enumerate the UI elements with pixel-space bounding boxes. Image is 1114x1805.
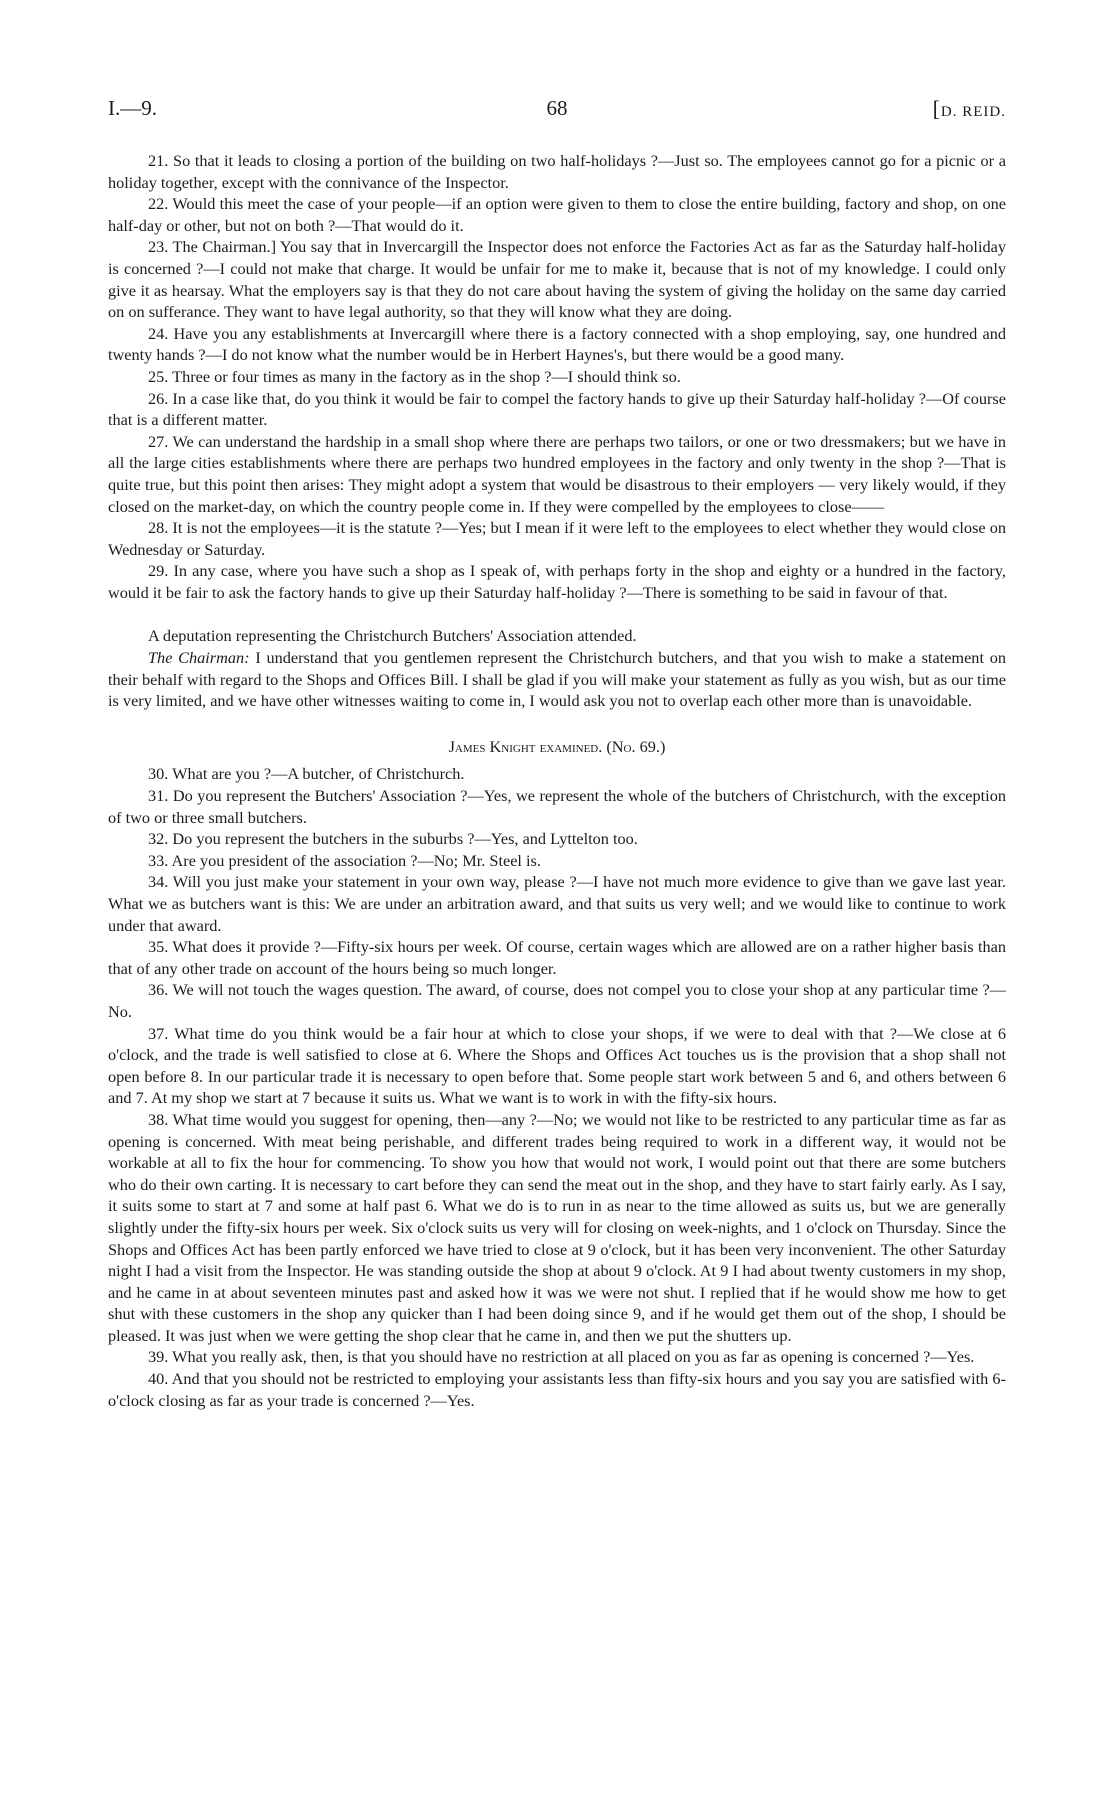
page-number: 68	[546, 96, 568, 120]
paragraph-23: 23. The Chairman.] You say that in Invercargill the Inspector does not enforce the Factories Act as far as the Saturday half-holiday is concerned ?—I could not make that charge. It would be unfair for me to make it, because that is not of my knowledge. I could only give it as hearsay. What the employers say is that they do not care about having the system of giving the holiday on the same day carried on on sufferance. They want to have legal authority, so that they will know what they are doing.	[108, 237, 1006, 322]
chairman-statement	[108, 647, 1006, 712]
paragraph-39: 39. What you really ask, then, is that you should have no restriction at all placed on you as far as opening is concerned ?—Yes.	[148, 1347, 975, 1367]
deputation-note: A deputation representing the Christchurch Butchers' Association attended.	[148, 626, 637, 646]
paragraph-22: 22. Would this meet the case of your people—if an option were given to them to close the entire building, factory and shop, on one half-day or other, but not on both ?—That would do it.	[108, 194, 1006, 235]
paragraph-29: 29. In any case, where you have such a shop as I speak of, with perhaps forty in the shop and eighty or a hundred in the factory, would it be fair to ask the factory hands to give up their Saturday half-holiday ?—There is something to be said in favour of that.	[108, 561, 1006, 602]
paragraph-32: 32. Do you represent the butchers in the suburbs ?—Yes, and Lyttelton too.	[148, 829, 638, 849]
paragraph-37: 37. What time do you think would be a fair hour at which to close your shops, if we were to deal with that ?—We close at 6 o'clock, and the trade is well satisfied to close at 6. Where the Shops and Offices Act touches us is the provision that a shop shall not open before 8. In our particular trade it is necessary to open before that. Some people start work between 5 and 6, and others between 6 and 7. At my shop we start at 7 because it suits us. What we want is to work in with the fifty-six hours.	[108, 1023, 1006, 1108]
paragraph-27: 27. We can understand the hardship in a small shop where there are perhaps two tailors, or one or two dressmakers; but we have in all the large cities establishments where there are perhaps two hundred employees in the factory and only twenty in the shop ?—That is quite true, but this point then arises: They might adopt a system that would be disastrous to their employers — very likely would, if they closed on the market-day, on which the country people come in. If they were compelled by the employees to close——	[108, 431, 1006, 516]
paragraph-28: 28. It is not the employees—it is the statute ?—Yes; but I mean if it were left to the employees to elect whether they would close on Wednesday or Saturday.	[108, 518, 1006, 559]
paragraph-36: 36. We will not touch the wages question. The award, of course, does not compel you to close your shop at any particular time ?—No.	[108, 980, 1006, 1021]
paragraph-40: 40. And that you should not be restricted to employing your assistants less than fifty-six hours and you say you are satisfied with 6-o'clock closing as far as your trade is concerned ?—Yes.	[108, 1369, 1006, 1410]
paragraph-24: 24. Have you any establishments at Invercargill where there is a factory connected with a shop employing, say, one hundred and twenty hands ?—I do not know what the number would be in Herbert Haynes's, but there would be a good many.	[108, 323, 1006, 365]
paragraph-30: 30. What are you ?—A butcher, of Christchurch.	[148, 764, 465, 784]
paragraph-31: 31. Do you represent the Butchers' Association ?—Yes, we represent the whole of the butchers of Christchurch, with the exception of two or three small butchers.	[108, 786, 1006, 827]
page-header	[108, 96, 1006, 130]
witness-heading: James Knight examined. (No. 69.)	[448, 736, 666, 756]
testimony-section-2	[108, 763, 1006, 1411]
testimony-section-1	[108, 150, 1006, 603]
document-page	[108, 96, 1006, 1411]
chairman-statement-text: I understand that you gentlemen represent the Christchurch butchers, and that you wish to make a statement on their behalf with regard to the Shops and Offices Bill. I shall be glad if you will make your statement as fully as you wish, but as our time is very limited, and we have other witnesses waiting to come in, I would ask you not to overlap each other more than is unavoidable.	[108, 648, 1006, 711]
paragraph-35: 35. What does it provide ?—Fifty-six hours per week. Of course, certain wages which are allowed are on a rather higher basis than that of any other trade on account of the hours being so much longer.	[108, 937, 1006, 978]
chairman-label: The Chairman:	[148, 648, 250, 668]
paragraph-21: 21. So that it leads to closing a portion of the building on two half-holidays ?—Just so. The employees cannot go for a picnic or a holiday together, except with the connivance of the Inspector.	[108, 151, 1006, 192]
report-reference: I.—9.	[108, 96, 157, 120]
witness-name: [D. REID.	[932, 96, 1006, 121]
paragraph-38: 38. What time would you suggest for opening, then—any ?—No; we would not like to be restricted to any particular time as far as opening is concerned. With meat being perishable, and different trades being required to work in a different way, it would not be workable at all to fix the hour for commencing. To show you how that would not work, I would point out that there are some butchers who do their own carting. It is necessary to cart before they can send the meat out in the shop, and they have to start fairly early. As I say, it suits some to start at 7 and some at half past 6. What we do is to run in as near to the time allowed as suits us, but we are generally slightly under the fifty-six hours per week. Six o'clock suits us very will for closing on week-nights, and 1 o'clock on Thursday. Since the Shops and Offices Act has been partly enforced we have tried to close at 9 o'clock, but it has been very inconvenient. The other Saturday night I had a visit from the Inspector. He was standing outside the shop at about 9 o'clock. At 9 I had about twenty customers in my shop, and he came in at about seventeen minutes past and asked how it was we were not shut. I replied that if he would show me how to get shut with these customers in the shop any quicker than I had been doing since 9, and if he would get them out of the shop, I should be pleased. It was just when we were getting the shop clear that he came in, and then we put the shutters up.	[108, 1109, 1006, 1345]
paragraph-26: 26. In a case like that, do you think it would be fair to compel the factory hands to give up their Saturday half-holiday ?—Of course that is a different matter.	[108, 388, 1006, 430]
paragraph-25: 25. Three or four times as many in the factory as in the shop ?—I should think so.	[148, 366, 681, 386]
paragraph-33: 33. Are you president of the association ?—No; Mr. Steel is.	[148, 850, 541, 870]
paragraph-34: 34. Will you just make your statement in your own way, please ?—I have not much more evidence to give than we gave last year. What we as butchers want is this: We are under an arbitration award, and that suits us very well; and we would like to continue to work under that award.	[108, 872, 1006, 935]
